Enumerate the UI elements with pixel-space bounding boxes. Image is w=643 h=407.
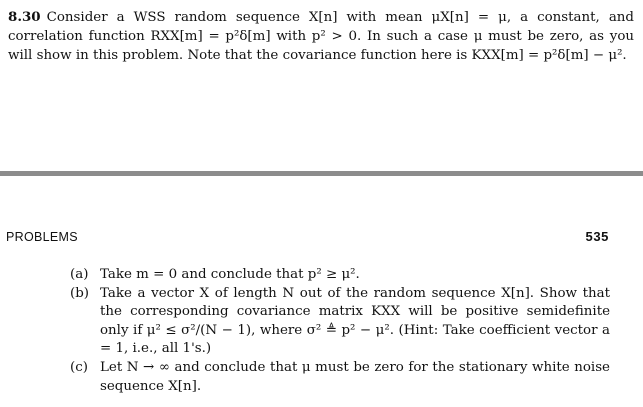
problem-statement bbox=[8, 8, 634, 65]
problem-number: 8.30 bbox=[8, 9, 41, 25]
page-divider bbox=[0, 171, 643, 176]
part-label: (c) bbox=[70, 359, 88, 375]
part-text: Take a vector X of length N out of the random sequence X[n]. Show that the corresponding covariance matrix KXX will be positive semidefinite only if μ² ≤ σ²/(N − 1), where σ² ≜ p² − μ². (Hint: Take coefficient vector a = 1, i.e., all 1's.) bbox=[100, 285, 610, 357]
part-label: (b) bbox=[70, 285, 90, 301]
part-label: (a) bbox=[70, 267, 89, 282]
part-item bbox=[70, 285, 610, 359]
part-item bbox=[70, 359, 610, 396]
problem-parts bbox=[70, 266, 610, 396]
section-title: PROBLEMS bbox=[6, 230, 78, 244]
part-text: Take m = 0 and conclude that p² ≥ μ². bbox=[100, 267, 360, 282]
page-number: 535 bbox=[585, 229, 609, 244]
part-text: Let N → ∞ and conclude that μ must be zero for the stationary white noise sequence X[n]. bbox=[100, 359, 610, 394]
problem-text: Consider a WSS random sequence X[n] with mean μX[n] = μ, a constant, and correlation function RXX[m] = p²δ[m] with p² > 0. In such a case μ must be zero, as you will show in this problem. Note that the covariance function here is KXX[m] = p²δ[m] − μ². bbox=[8, 10, 634, 63]
part-item bbox=[70, 266, 610, 285]
running-head bbox=[6, 230, 609, 248]
